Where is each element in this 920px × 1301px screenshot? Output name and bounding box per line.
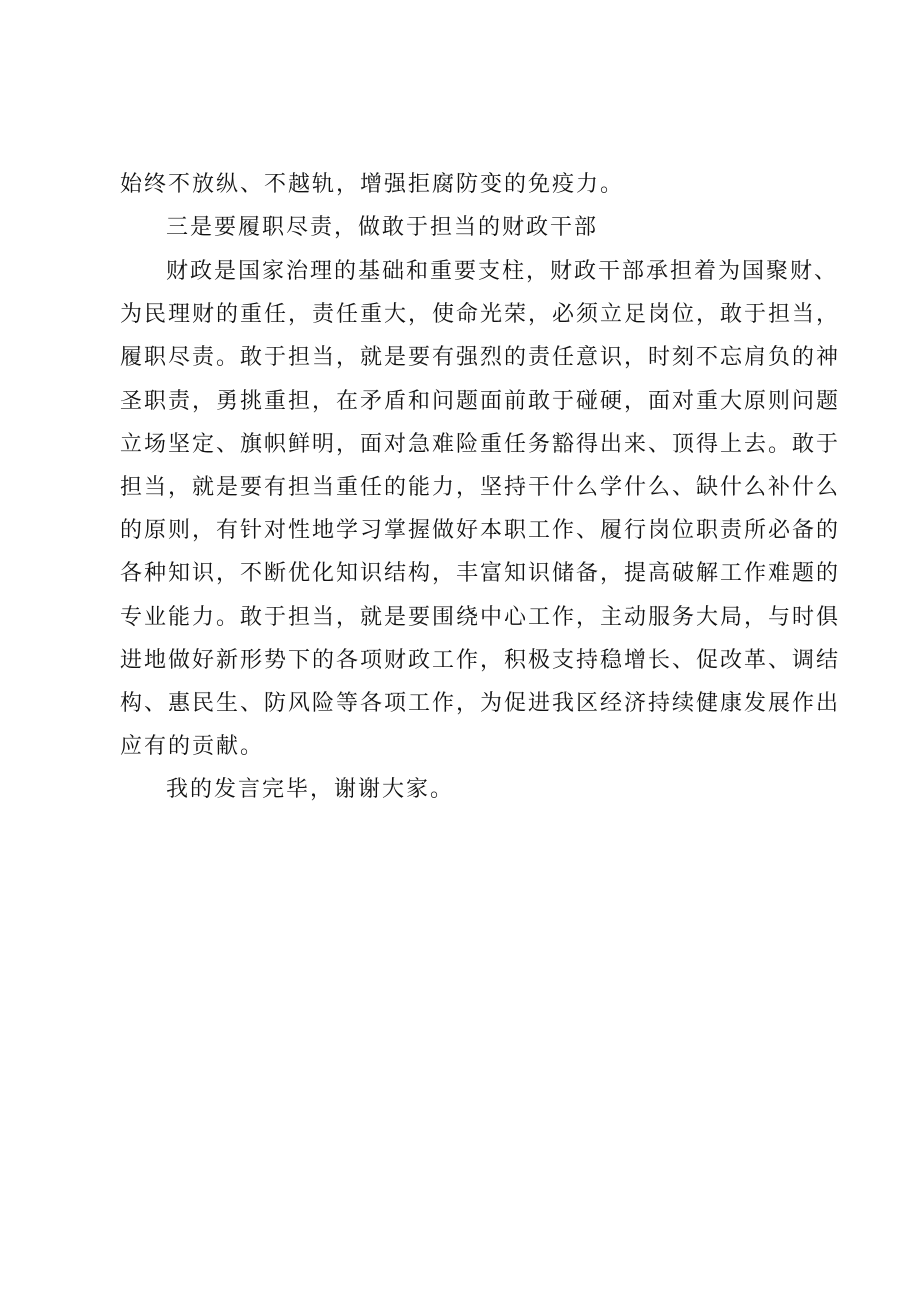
- paragraph-line: 立场坚定、旗帜鲜明，面对急难险重任务豁得出来、顶得上去。敢于: [120, 432, 841, 457]
- section-heading: 三是要履职尽责，做敢于担当的财政干部: [166, 215, 599, 240]
- paragraph-line: 专业能力。敢于担当，就是要围绕中心工作，主动服务大局，与时俱: [120, 605, 841, 630]
- paragraph-line: 进地做好新形势下的各项财政工作，积极支持稳增长、促改革、调结: [120, 648, 841, 673]
- paragraph-line: 应有的贡献。: [120, 734, 265, 759]
- paragraph-line: 构、惠民生、防风险等各项工作，为促进我区经济持续健康发展作出: [120, 691, 841, 716]
- paragraph-line: 圣职责，勇挑重担，在矛盾和问题面前敢于碰硬，面对重大原则问题: [120, 389, 841, 414]
- paragraph-line: 担当，就是要有担当重任的能力，坚持干什么学什么、缺什么补什么: [120, 475, 841, 500]
- paragraph-line: 为民理财的重任，责任重大，使命光荣，必须立足岗位，敢于担当，: [120, 302, 841, 327]
- paragraph-line: 财政是国家治理的基础和重要支柱，财政干部承担着为国聚财、: [166, 259, 839, 284]
- paragraph-line: 履职尽责。敢于担当，就是要有强烈的责任意识，时刻不忘肩负的神: [120, 345, 841, 370]
- paragraph-line: 的原则，有针对性地学习掌握做好本职工作、履行岗位职责所必备的: [120, 518, 841, 543]
- text-line: 始终不放纵、不越轨，增强拒腐防变的免疫力。: [120, 172, 625, 197]
- paragraph-line: 各种知识，不断优化知识结构，丰富知识储备，提高破解工作难题的: [120, 561, 841, 586]
- closing-line: 我的发言完毕，谢谢大家。: [166, 777, 455, 802]
